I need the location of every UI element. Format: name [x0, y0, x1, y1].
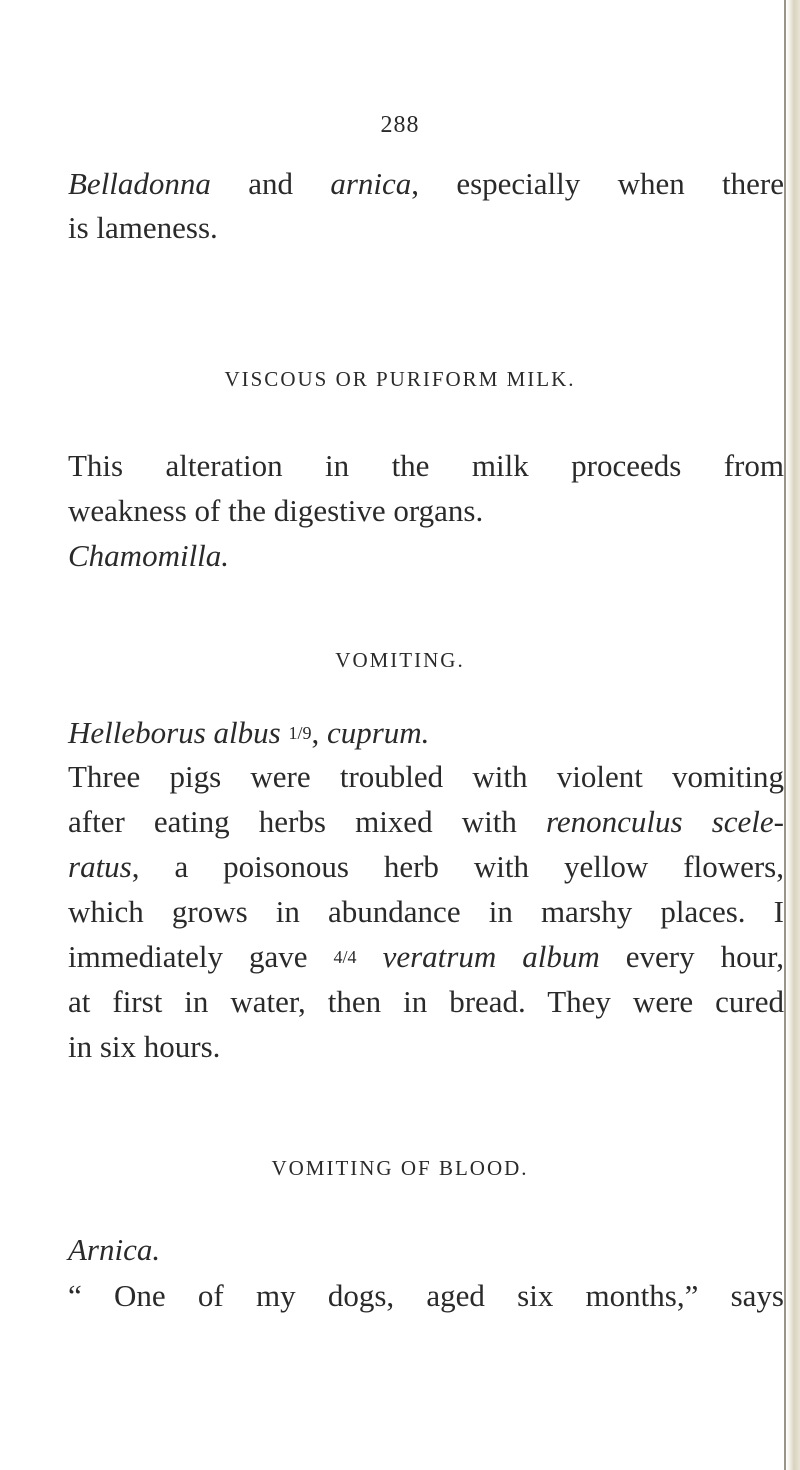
remedy-name: Arnica. — [68, 1232, 161, 1267]
paragraph-line — [68, 941, 784, 972]
paragraph-line: in six hours. — [68, 1029, 221, 1064]
paragraph-line — [68, 168, 784, 199]
paragraph-line: “ One of my dogs, aged six months,” says — [68, 1278, 784, 1313]
paragraph-line — [68, 540, 229, 571]
paragraph-line — [68, 1234, 160, 1265]
page-edge-shadow — [786, 0, 800, 1470]
text-span: , a poisonous herb with yellow flowers, — [131, 849, 784, 884]
text-span: immediately gave — [68, 939, 334, 974]
page-number: 288 — [380, 112, 420, 138]
paragraph-line: Three pigs were troubled with violent vomiting — [68, 759, 784, 794]
remedy-name: arnica — [330, 166, 412, 201]
paragraph-line — [68, 851, 784, 882]
text-span: , especially when there — [411, 166, 784, 201]
paragraph-line: This alteration in the milk proceeds from — [68, 448, 784, 483]
remedy-name: veratrum album — [356, 939, 600, 974]
plant-name: renonculus scele- — [545, 804, 784, 839]
dose-fraction: 4/4 — [333, 947, 357, 967]
dose-fraction: 1/9 — [288, 723, 312, 743]
paragraph-line: weakness of the digestive organs. — [68, 493, 484, 528]
remedy-name: Chamomilla. — [68, 538, 230, 573]
paragraph-line: at first in water, then in bread. They were cured — [68, 984, 784, 1019]
section-heading: VOMITING. — [335, 648, 465, 672]
plant-name: ratus — [68, 849, 132, 884]
section-heading: VISCOUS OR PURIFORM MILK. — [224, 367, 576, 391]
paragraph-line: which grows in abundance in marshy places. I — [68, 894, 784, 929]
text-span: after eating herbs mixed with — [68, 804, 546, 839]
remedy-name: cuprum. — [326, 715, 430, 750]
section-heading: VOMITING OF BLOOD. — [271, 1156, 529, 1180]
remedy-name: Helleborus albus — [68, 715, 281, 750]
remedy-name: Belladonna — [68, 166, 211, 201]
paragraph-line — [68, 717, 429, 748]
paragraph-line: is lameness. — [68, 210, 218, 245]
paragraph-line — [68, 806, 784, 837]
text-span: , — [311, 715, 327, 750]
text-span: and — [210, 166, 331, 201]
text-span: every hour, — [599, 939, 784, 974]
